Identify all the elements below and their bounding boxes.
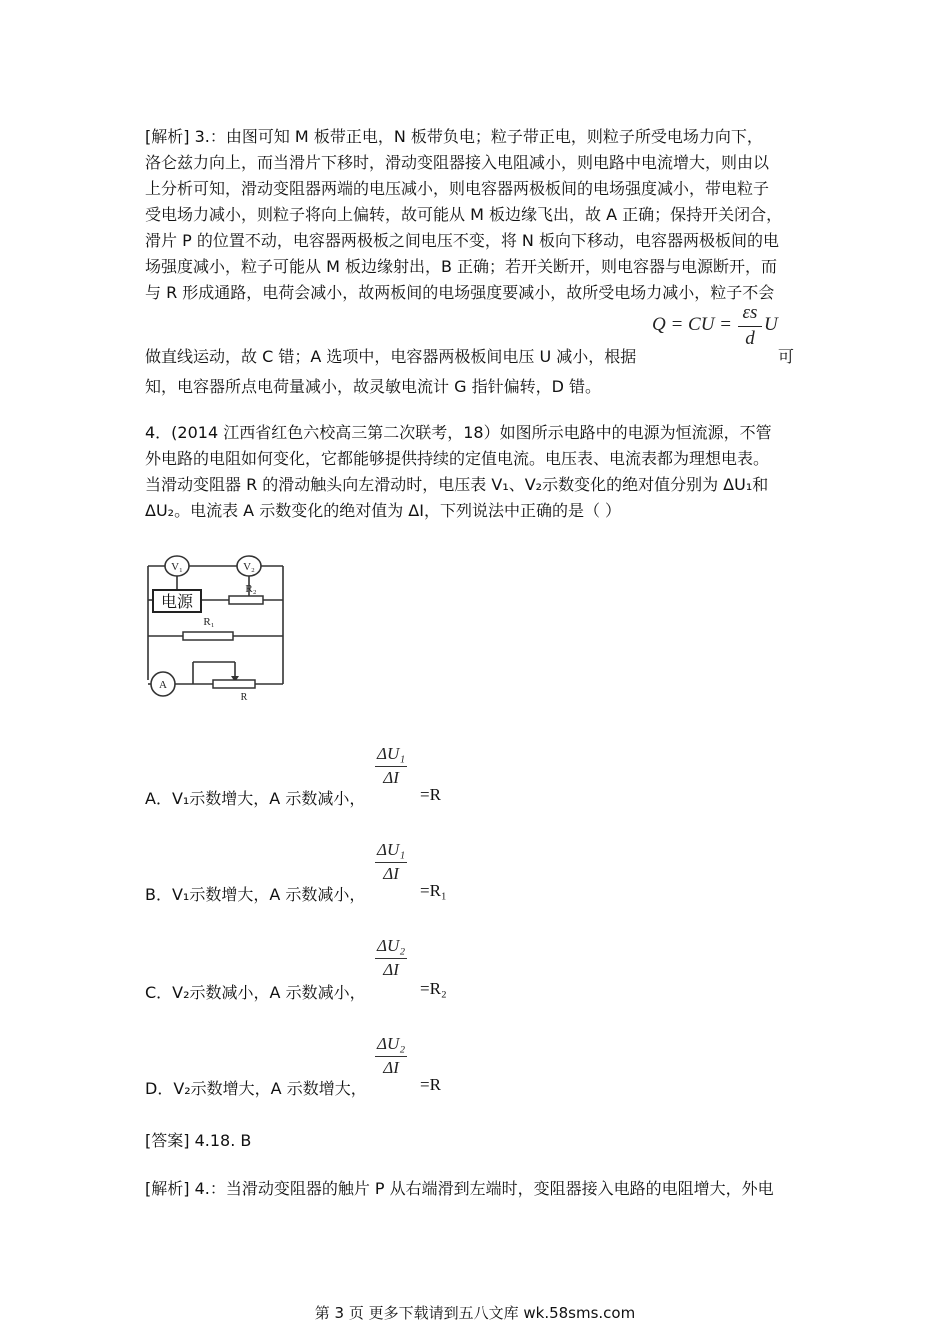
source-label: 电源 — [160, 592, 194, 611]
resistor-r1 — [183, 632, 233, 640]
option-b-fraction — [375, 840, 407, 885]
formula-rhs: U — [764, 314, 778, 335]
resistor-r2 — [229, 596, 263, 604]
option-a[interactable]: A．V₁示数增大，A 示数减小， — [145, 789, 366, 808]
option-b-result: =R₁ — [420, 881, 447, 900]
page-footer: 第 3 页 更多下载请到五八文库 wk.58sms.com — [314, 1304, 636, 1322]
answer: [答案] 4.18. B — [145, 1131, 252, 1150]
analysis-3-line: [解析] 3.：由图可知 M 板带正电，N 板带负电；粒子带正电，则粒子所受电场力向下， — [145, 127, 763, 146]
fraction-denominator: ΔI — [383, 960, 399, 979]
fraction-denominator: ΔI — [383, 1058, 399, 1077]
option-d[interactable]: D．V₂示数增大，A 示数增大， — [145, 1079, 367, 1098]
formula-lhs: Q = CU = — [652, 314, 733, 335]
analysis-3-line: 洛仑兹力向上，而当滑片下移时，滑动变阻器接入电阻减小，则电路中电流增大，则由以 — [145, 153, 770, 172]
option-c-result: =R₂ — [420, 979, 447, 998]
analysis-3-line: 上分析可知，滑动变阻器两端的电压减小，则电容器两极板间的电场强度减小，带电粒子 — [145, 179, 770, 198]
option-d-fraction — [375, 1034, 407, 1079]
rheostat-r — [213, 680, 255, 688]
fraction-numerator: ΔU₁ — [375, 744, 407, 767]
a-label: A — [159, 679, 167, 691]
option-c-fraction — [375, 936, 407, 981]
option-a-result: =R — [420, 785, 441, 804]
option-b[interactable]: B．V₁示数增大，A 示数减小， — [145, 885, 366, 904]
analysis-3-line: 知，电容器所点电荷量减小，故灵敏电流计 G 指针偏转，D 错。 — [145, 377, 601, 396]
question-4-line: ΔU₂。电流表 A 示数变化的绝对值为 ΔI，下列说法中正确的是（ ） — [145, 501, 622, 520]
analysis-3-line: 受电场力减小，则粒子将向上偏转，故可能从 M 板边缘飞出，故 A 正确；保持开关闭合， — [145, 205, 783, 224]
question-4-line: 4．(2014 江西省红色六校高三第二次联考，18）如图所示电路中的电源为恒流源，不管 — [145, 423, 772, 442]
option-d-result: =R — [420, 1075, 441, 1094]
formula-numerator: εs — [742, 302, 758, 323]
option-a-fraction — [375, 744, 407, 789]
formula-fraction-bar — [738, 326, 762, 327]
fraction-numerator: ΔU₂ — [375, 936, 407, 959]
analysis-3-line: 做直线运动，故 C 错；A 选项中，电容器两极板间电压 U 减小，根据 — [145, 347, 637, 366]
v2-label: V₂ — [243, 561, 255, 573]
analysis-3-line: 滑片 P 的位置不动，电容器两极板之间电压不变，将 N 板向下移动，电容器两极板间的电 — [145, 231, 779, 250]
v1-label: V₁ — [171, 561, 183, 573]
analysis-3-line: 与 R 形成通路，电荷会减小，故两板间的电场强度要减小，故所受电场力减小，粒子不会 — [145, 283, 775, 302]
option-c[interactable]: C．V₂示数减小，A 示数减小， — [145, 983, 366, 1002]
r-label: R — [240, 692, 248, 702]
analysis-3 — [145, 124, 810, 306]
question-4-line: 外电路的电阻如何变化，它都能够提供持续的定值电流。电压表、电流表都为理想电表。 — [145, 449, 770, 468]
analysis-3-line: 场强度减小，粒子可能从 M 板边缘射出，B 正确；若开关断开，则电容器与电源断开，而 — [145, 257, 778, 276]
question-4 — [145, 420, 810, 524]
question-4-line: 当滑动变阻器 R 的滑动触头向左滑动时，电压表 V₁、V₂示数变化的绝对值分别为 ΔU₁和 — [145, 475, 769, 494]
analysis-4: [解析] 4.：当滑动变阻器的触片 P 从右端滑到左端时，变阻器接入电路的电阻增大，外电 — [145, 1179, 774, 1198]
r1-label: R₁ — [203, 616, 215, 628]
fraction-denominator: ΔI — [383, 864, 399, 883]
circuit-diagram — [143, 552, 293, 702]
fraction-denominator: ΔI — [383, 768, 399, 787]
formula-denominator: d — [745, 328, 755, 349]
r2-label: R₂ — [245, 583, 257, 595]
analysis-3-line: 可 — [778, 347, 795, 366]
fraction-numerator: ΔU₁ — [375, 840, 407, 863]
fraction-numerator: ΔU₂ — [375, 1034, 407, 1057]
